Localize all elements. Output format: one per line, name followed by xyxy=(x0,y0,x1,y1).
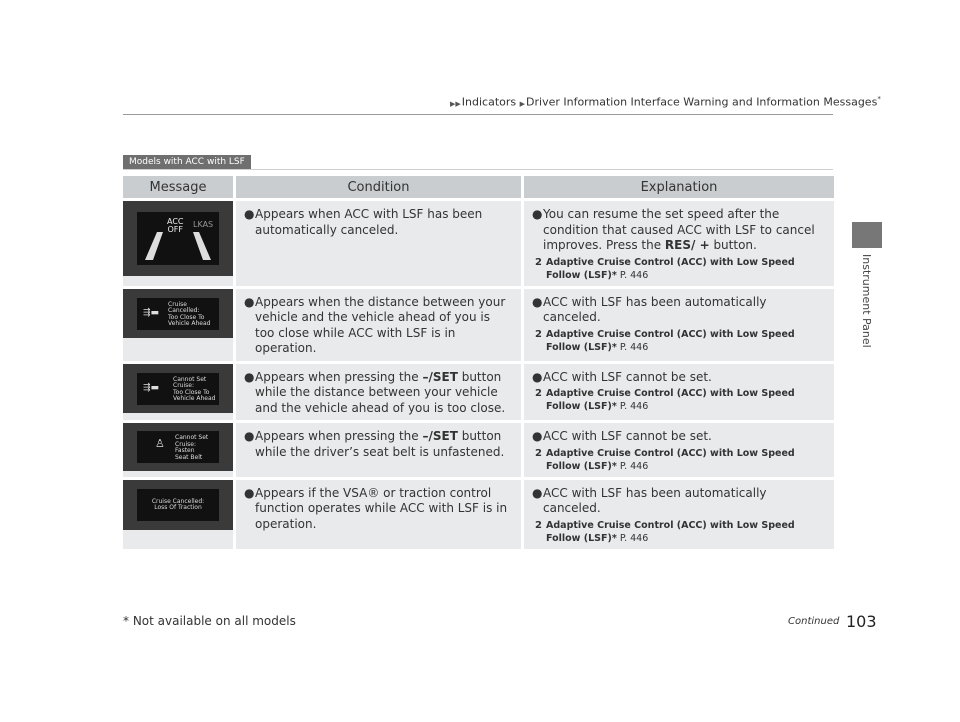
triangle-right-icon: ▶ xyxy=(519,99,526,108)
badge-rule xyxy=(123,169,833,170)
footnote: * Not available on all models xyxy=(123,614,296,628)
screen-text: Cruise xyxy=(168,300,187,308)
explanation-text: ACC with LSF cannot be set. xyxy=(543,369,712,384)
table-header-row xyxy=(123,176,834,198)
condition-text: Appears if the VSA® or traction control function operates while ACC with LSF is in operation. xyxy=(255,485,508,531)
reference-page[interactable]: P. 446 xyxy=(619,341,649,353)
asterisk: * xyxy=(611,401,617,412)
table-row xyxy=(123,289,834,361)
set-button-label: –/SET xyxy=(422,369,458,384)
display-thumbnail xyxy=(123,201,233,276)
screen-text: Cruise Cancelled: xyxy=(151,497,205,505)
condition-cell xyxy=(233,423,521,477)
message-cell xyxy=(123,480,233,549)
asterisk: * xyxy=(611,341,617,353)
section-tab xyxy=(852,222,882,248)
message-cell xyxy=(123,364,233,421)
bullet-icon: ● xyxy=(244,294,255,309)
screen-text: Loss Of Traction xyxy=(154,504,202,511)
table-row xyxy=(123,480,834,549)
condition-cell xyxy=(233,201,521,286)
condition-text: Appears when pressing the xyxy=(255,429,423,443)
reference-page[interactable]: P. 446 xyxy=(619,401,649,412)
reference-title[interactable]: Adaptive Cruise Control (ACC) with Low Speed Follow (LSF) xyxy=(546,256,795,281)
cross-reference[interactable] xyxy=(532,328,826,354)
explanation-text: ACC with LSF has been automatically canceled. xyxy=(543,485,767,515)
reference-page[interactable]: P. 446 xyxy=(619,460,649,472)
display-thumbnail xyxy=(123,480,233,530)
reference-title[interactable]: Adaptive Cruise Control (ACC) with Low Speed Follow (LSF) xyxy=(546,388,795,412)
car-distance-icon: ⇶▬ xyxy=(143,382,160,393)
screen-text: Vehicle Ahead xyxy=(168,320,211,327)
header-rule xyxy=(123,114,833,115)
table-row xyxy=(123,423,834,477)
screen-text: Cruise: xyxy=(173,382,194,389)
condition-text-end: button while the driver’s seat belt is unfastened. xyxy=(255,429,505,459)
screen-text: Vehicle Ahead xyxy=(173,395,216,402)
table-row xyxy=(123,364,834,421)
reference-title[interactable]: Adaptive Cruise Control (ACC) with Low Speed Follow (LSF) xyxy=(546,519,795,544)
asterisk: * xyxy=(611,269,617,281)
explanation-text: ACC with LSF cannot be set. xyxy=(543,429,712,443)
bullet-icon: ● xyxy=(244,485,255,500)
asterisk: * xyxy=(877,95,881,103)
screen-off: OFF xyxy=(167,225,183,234)
bullet-icon: ● xyxy=(244,369,255,384)
bullet-icon: ● xyxy=(532,429,543,443)
header-explanation: Explanation xyxy=(521,176,834,198)
reference-arrow-icon: 2 xyxy=(535,388,542,399)
screen-text: Fasten xyxy=(175,447,195,454)
screen-lkas: LKAS xyxy=(193,220,214,229)
screen-text: Cancelled: xyxy=(168,307,200,314)
message-cell xyxy=(123,423,233,477)
explanation-text: You can resume the set speed after the condition that caused ACC with LSF to cancel improves. Press the xyxy=(543,207,815,252)
condition-cell xyxy=(233,289,521,361)
display-thumbnail xyxy=(123,364,233,413)
header-message: Message xyxy=(123,176,233,198)
screen-text: Cannot Set xyxy=(175,434,209,441)
breadcrumb-item-indicators[interactable]: Indicators xyxy=(461,95,517,109)
message-cell xyxy=(123,201,233,286)
display-thumbnail xyxy=(123,289,233,338)
condition-text: Appears when pressing the xyxy=(255,369,423,384)
explanation-cell xyxy=(521,480,834,549)
bullet-icon: ● xyxy=(532,207,543,221)
cross-reference[interactable] xyxy=(532,256,826,282)
screen-text: Cruise: xyxy=(175,440,196,448)
messages-table xyxy=(123,173,834,552)
condition-text-end: button while the distance between your vehicle and the vehicle ahead of you is too close. xyxy=(255,369,506,415)
continued-label: Continued xyxy=(788,616,840,627)
reference-arrow-icon: 2 xyxy=(535,447,542,459)
screen-text: Seat Belt xyxy=(175,453,203,461)
cross-reference[interactable] xyxy=(532,387,826,413)
asterisk: * xyxy=(611,460,617,472)
explanation-cell xyxy=(521,423,834,477)
breadcrumb-item-messages[interactable]: Driver Information Interface Warning and Information Messages xyxy=(526,95,878,109)
condition-text: Appears when the distance between your vehicle and the vehicle ahead of you is too close while ACC with LSF is in operation. xyxy=(255,294,506,355)
triangle-right-icon: ▶▶ xyxy=(450,99,461,108)
section-tab-label: Instrument Panel xyxy=(860,254,873,348)
message-cell xyxy=(123,289,233,361)
asterisk: * xyxy=(611,532,617,544)
set-button-label: –/SET xyxy=(422,429,458,443)
model-badge: Models with ACC with LSF xyxy=(123,155,251,169)
table-row xyxy=(123,201,834,286)
reference-arrow-icon: 2 xyxy=(535,256,542,268)
car-distance-icon: ⇶▬ xyxy=(143,307,160,318)
explanation-text-end: button. xyxy=(709,238,757,252)
reference-arrow-icon: 2 xyxy=(535,519,542,531)
condition-text: Appears when ACC with LSF has been automatically canceled. xyxy=(255,207,483,237)
cross-reference[interactable] xyxy=(532,447,826,473)
screen-acc: ACC xyxy=(167,217,184,226)
reference-page[interactable]: P. 446 xyxy=(619,532,649,544)
explanation-cell xyxy=(521,364,834,421)
page-number: 103 xyxy=(846,612,877,631)
condition-cell xyxy=(233,364,521,421)
bullet-icon: ● xyxy=(532,369,543,384)
explanation-cell xyxy=(521,201,834,286)
bullet-icon: ● xyxy=(244,207,255,221)
reference-title[interactable]: Adaptive Cruise Control (ACC) with Low Speed Follow (LSF) xyxy=(546,447,795,472)
reference-arrow-icon: 2 xyxy=(535,328,542,340)
condition-cell xyxy=(233,480,521,549)
seat-belt-icon: ♙ xyxy=(155,437,165,450)
display-thumbnail xyxy=(123,423,233,471)
bullet-icon: ● xyxy=(532,485,543,500)
cross-reference[interactable] xyxy=(532,519,826,545)
explanation-text: ACC with LSF has been automatically canceled. xyxy=(543,294,767,324)
screen-text: Too Close To xyxy=(173,388,210,396)
breadcrumb xyxy=(450,95,881,109)
reference-title[interactable]: Adaptive Cruise Control (ACC) with Low Speed Follow (LSF) xyxy=(546,328,795,353)
screen-text: Cannot Set xyxy=(173,375,207,383)
screen-text: Too Close To xyxy=(168,313,205,321)
bullet-icon: ● xyxy=(532,294,543,309)
explanation-cell xyxy=(521,289,834,361)
reference-page[interactable]: P. 446 xyxy=(619,269,649,281)
header-condition: Condition xyxy=(233,176,521,198)
res-button-label: RES/ + xyxy=(664,238,710,252)
bullet-icon: ● xyxy=(244,429,255,443)
